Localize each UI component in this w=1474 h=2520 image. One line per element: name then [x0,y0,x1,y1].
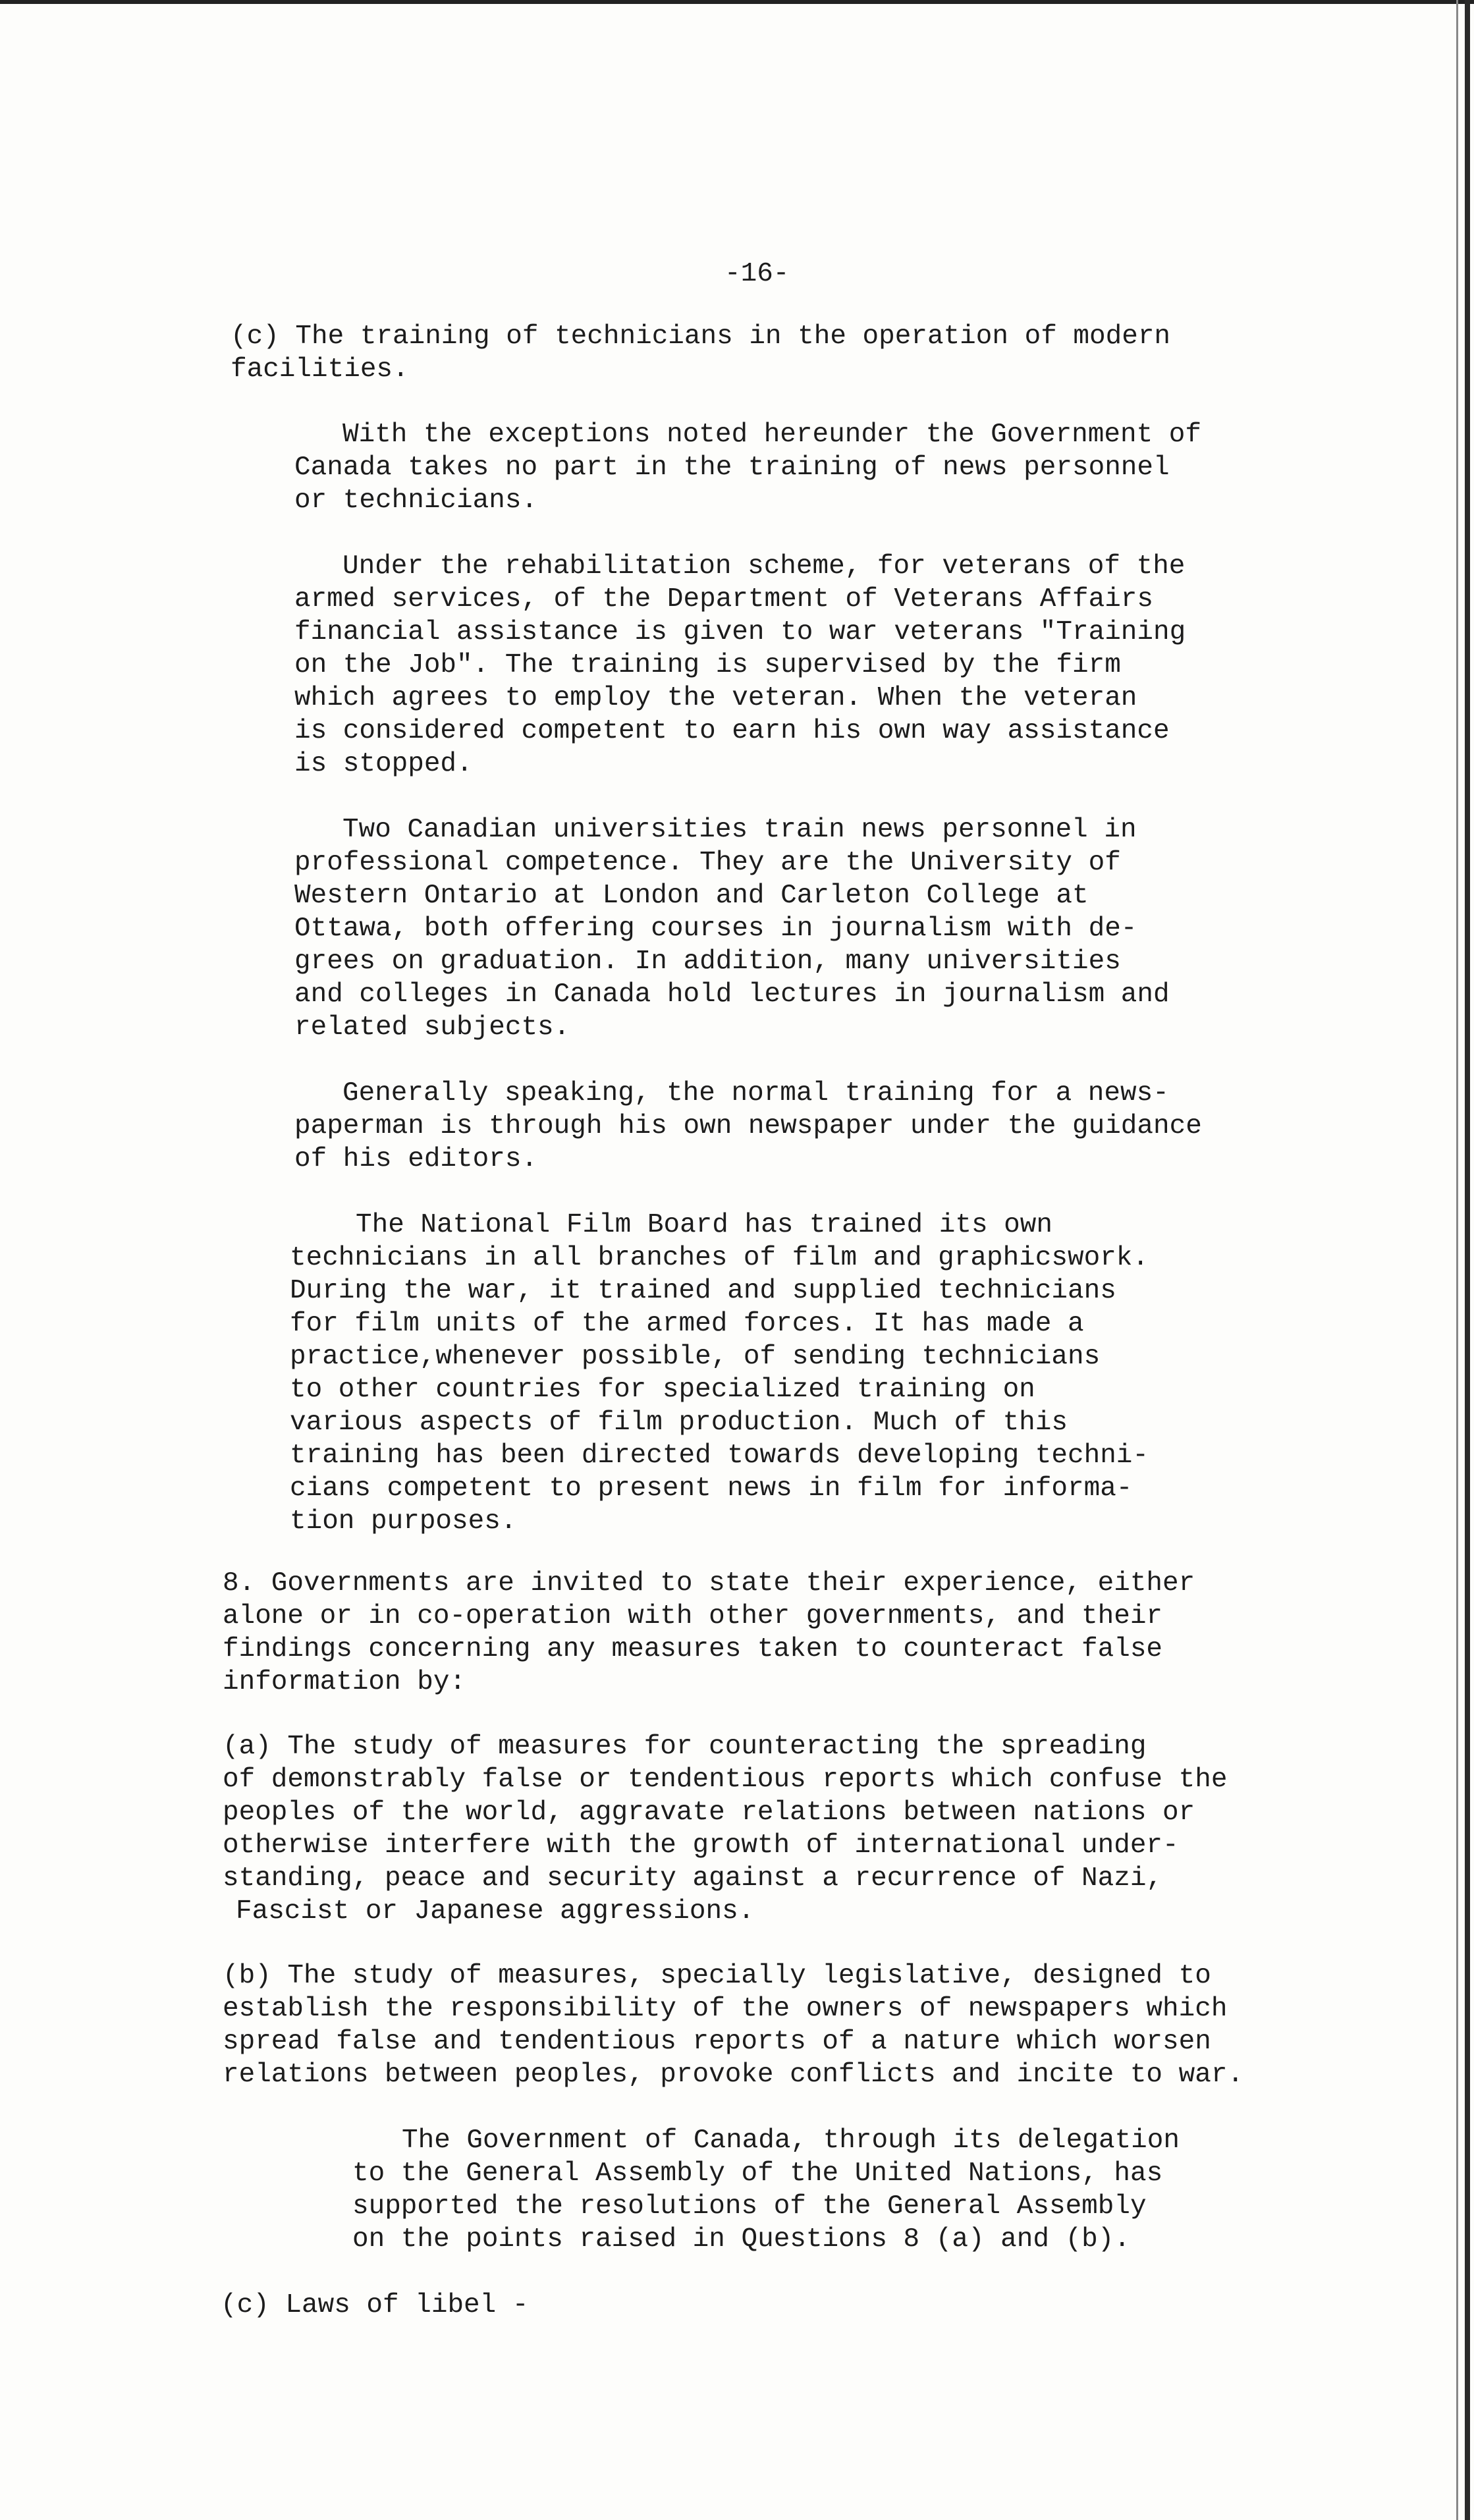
para-rehab-line-5: which agrees to employ the veteran. When the veteran [294,683,1137,713]
para-government-line-4: on the points raised in Questions 8 (a) and (b). [352,2224,1130,2255]
para-universities-line-3: Western Ontario at London and Carleton College at [294,881,1089,911]
scan-edge-right [1465,0,1470,2520]
section-8a-line-6: Fascist or Japanese aggressions. [236,1896,755,1927]
para-government-line-3: supported the resolutions of the General Assembly [352,2191,1147,2222]
section-8a-line-4: otherwise interfere with the growth of international under- [223,1830,1179,1861]
section-8b-line-4: relations between peoples, provoke conflicts and incite to war. [223,2060,1244,2090]
para-universities-line-5: grees on graduation. In addition, many universities [294,946,1121,977]
para-nfb-line-9: cians competent to present news in film for informa- [290,1473,1133,1504]
scan-edge-right-thin [1456,0,1458,2520]
para-exceptions-line-2: Canada takes no part in the training of news personnel [294,452,1170,483]
para-nfb-line-3: During the war, it trained and supplied technicians [290,1276,1116,1306]
para-universities-line-6: and colleges in Canada hold lectures in journalism and [294,979,1170,1010]
section-8a-line-5: standing, peace and security against a recurrence of Nazi, [223,1863,1163,1894]
page-number: -16- [724,259,790,289]
section-8a-line-2: of demonstrably false or tendentious reports which confuse the [223,1765,1228,1795]
para-nfb-line-10: tion purposes. [290,1506,517,1537]
para-rehab-line-2: armed services, of the Department of Veterans Affairs [294,584,1154,615]
para-universities-line-1: Two Canadian universities train news personnel in [342,815,1137,845]
para-government-line-1: The Government of Canada, through its delegation [402,2125,1180,2156]
para-nfb-line-8: training has been directed towards developing techni- [290,1440,1149,1471]
para-nfb-line-5: practice,whenever possible, of sending technicians [290,1342,1101,1372]
para-exceptions-line-3: or technicians. [294,485,538,516]
para-universities-line-7: related subjects. [294,1012,570,1043]
section-8b-line-2: establish the responsibility of the owners of newspapers which [223,1994,1228,2024]
para-universities-line-4: Ottawa, both offering courses in journalism with de- [294,914,1137,944]
section-8b-line-1: (b) The study of measures, specially legislative, designed to [223,1961,1211,1991]
scan-edge-top [0,0,1474,4]
para-nfb-line-4: for film units of the armed forces. It has made a [290,1309,1084,1339]
para-nfb-line-2: technicians in all branches of film and graphicswork. [290,1243,1149,1273]
para-generally-line-2: paperman is through his own newspaper under the guidance [294,1111,1202,1141]
section-8a-line-3: peoples of the world, aggravate relations between nations or [223,1797,1195,1828]
para-exceptions-line-1: With the exceptions noted hereunder the Government of [342,420,1202,450]
para-nfb-line-7: various aspects of film production. Much of this [290,1408,1068,1438]
section-8-line-3: findings concerning any measures taken to counteract false [223,1634,1163,1664]
para-rehab-line-7: is stopped. [294,749,473,779]
para-rehab-line-6: is considered competent to earn his own way assistance [294,716,1170,746]
para-rehab-line-4: on the Job". The training is supervised by the firm [294,650,1121,680]
para-nfb-line-6: to other countries for specialized training on [290,1375,1035,1405]
para-generally-line-1: Generally speaking, the normal training for a news- [342,1078,1169,1109]
section-8a-line-1: (a) The study of measures for counteracting the spreading [223,1732,1147,1762]
para-nfb-line-1: The National Film Board has trained its own [356,1210,1052,1240]
para-rehab-line-3: financial assistance is given to war veterans "Training [294,617,1186,647]
para-government-line-2: to the General Assembly of the United Nations, has [352,2158,1163,2189]
section-8-line-1: 8. Governments are invited to state their experience, either [223,1568,1195,1599]
para-universities-line-2: professional competence. They are the University of [294,848,1121,878]
section-8-line-2: alone or in co-operation with other governments, and their [223,1601,1163,1631]
para-generally-line-3: of his editors. [294,1144,538,1174]
section-8c-line-1: (c) Laws of libel - [221,2290,529,2320]
para-rehab-line-1: Under the rehabilitation scheme, for veterans of the [342,551,1186,582]
section-8-line-4: information by: [223,1667,466,1697]
section-8b-line-3: spread false and tendentious reports of a nature which worsen [223,2027,1211,2057]
section-c-line-2: facilities. [231,354,409,385]
section-c-line-1: (c) The training of technicians in the operation of modern [231,321,1171,352]
